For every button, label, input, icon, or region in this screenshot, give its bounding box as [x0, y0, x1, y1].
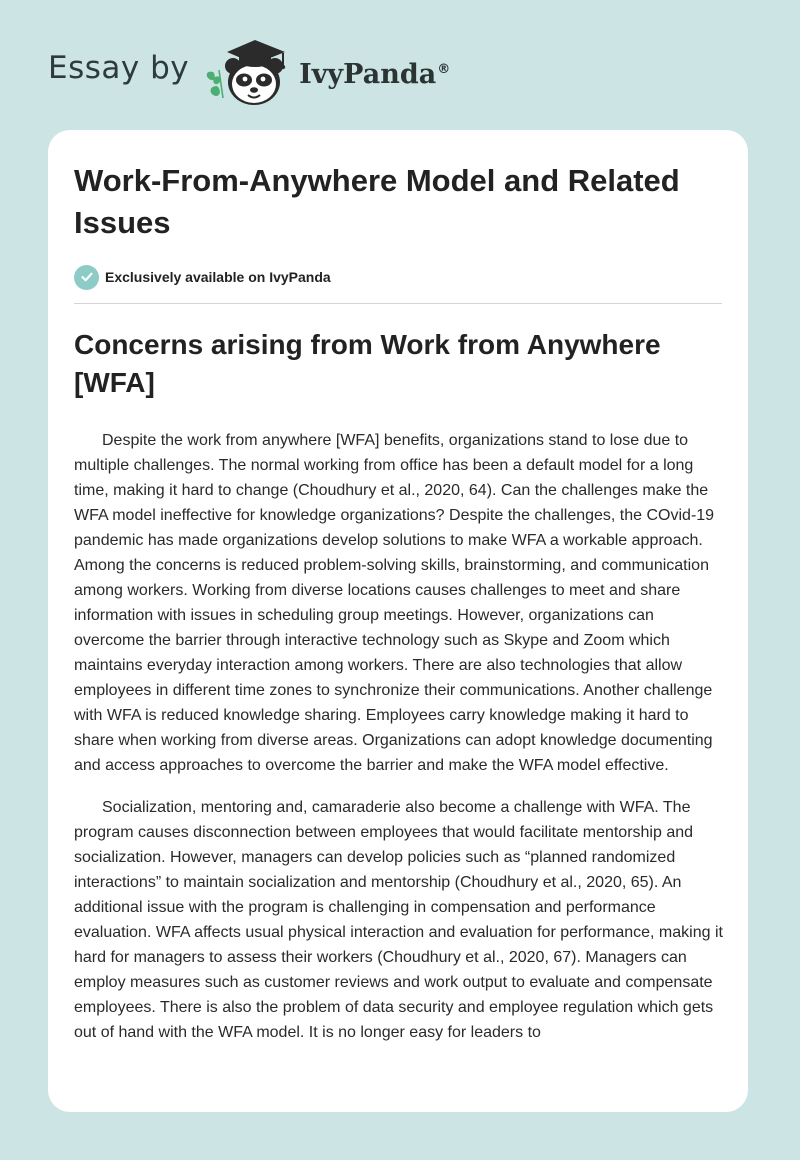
exclusive-badge [74, 263, 724, 291]
section-heading: Concerns arising from Work from Anywhere [WFA] [74, 329, 661, 398]
essay-card [48, 130, 748, 1112]
site-header [48, 34, 450, 110]
essay-content [74, 160, 724, 1045]
brand-name-text: IvyPanda [299, 58, 437, 90]
panda-logo-icon[interactable] [203, 34, 297, 110]
registered-mark: ® [437, 61, 451, 77]
brand-name[interactable] [299, 59, 450, 90]
ivy-leaf-icon [207, 70, 223, 98]
paragraph: Socialization, mentoring and, camaraderie also become a challenge with WFA. The program causes disconnection between employees that would facilitate mentorship and socialization. However, managers can develop policies such as “planned randomized interactions” to maintain socialization and mentorship (Choudhury et al., 2020, 65). An additional issue with the program is challenging in compensation and performance evaluation. WFA affects usual physical interaction and evaluation for performance, making it hard for managers to assess their workers (Choudhury et al., 2020, 67). Managers can employ measures such as customer reviews and work output to evaluate and compensate employees. There is also the problem of data security and employee regulation which gets out of hand with the WFA model. It is no longer easy for leaders to [74, 799, 723, 1041]
divider [74, 303, 722, 304]
page-title: Work-From-Anywhere Model and Related Issues [74, 163, 680, 240]
brand-prefix: Essay by [48, 50, 190, 86]
check-icon [74, 265, 99, 290]
exclusive-label: Exclusively available on IvyPanda [105, 269, 331, 285]
paragraph: Despite the work from anywhere [WFA] benefits, organizations stand to lose due to multiple challenges. The normal working from office has been a default model for a long time, making it hard to change (Choudhury et al., 2020, 64). Can the challenges make the WFA model ineffective for knowledge organizations? Despite the challenges, the COvid-19 pandemic has made organizations develop solutions to make WFA a workable approach. Among the concerns is reduced problem-solving skills, brainstorming, and communication among workers. Working from diverse locations causes challenges to meet and share information with issues in scheduling group meetings. However, organizations can overcome the barrier through interactive technology such as Skype and Zoom which maintains everyday interaction among workers. There are also technologies that allow employees in different time zones to synchronize their communications. Another challenge with WFA is reduced knowledge sharing. Employees carry knowledge making it hard to share when working from diverse areas. Organizations can adopt knowledge documenting and access approaches to overcome the barrier and make the WFA model effective. [74, 432, 715, 774]
